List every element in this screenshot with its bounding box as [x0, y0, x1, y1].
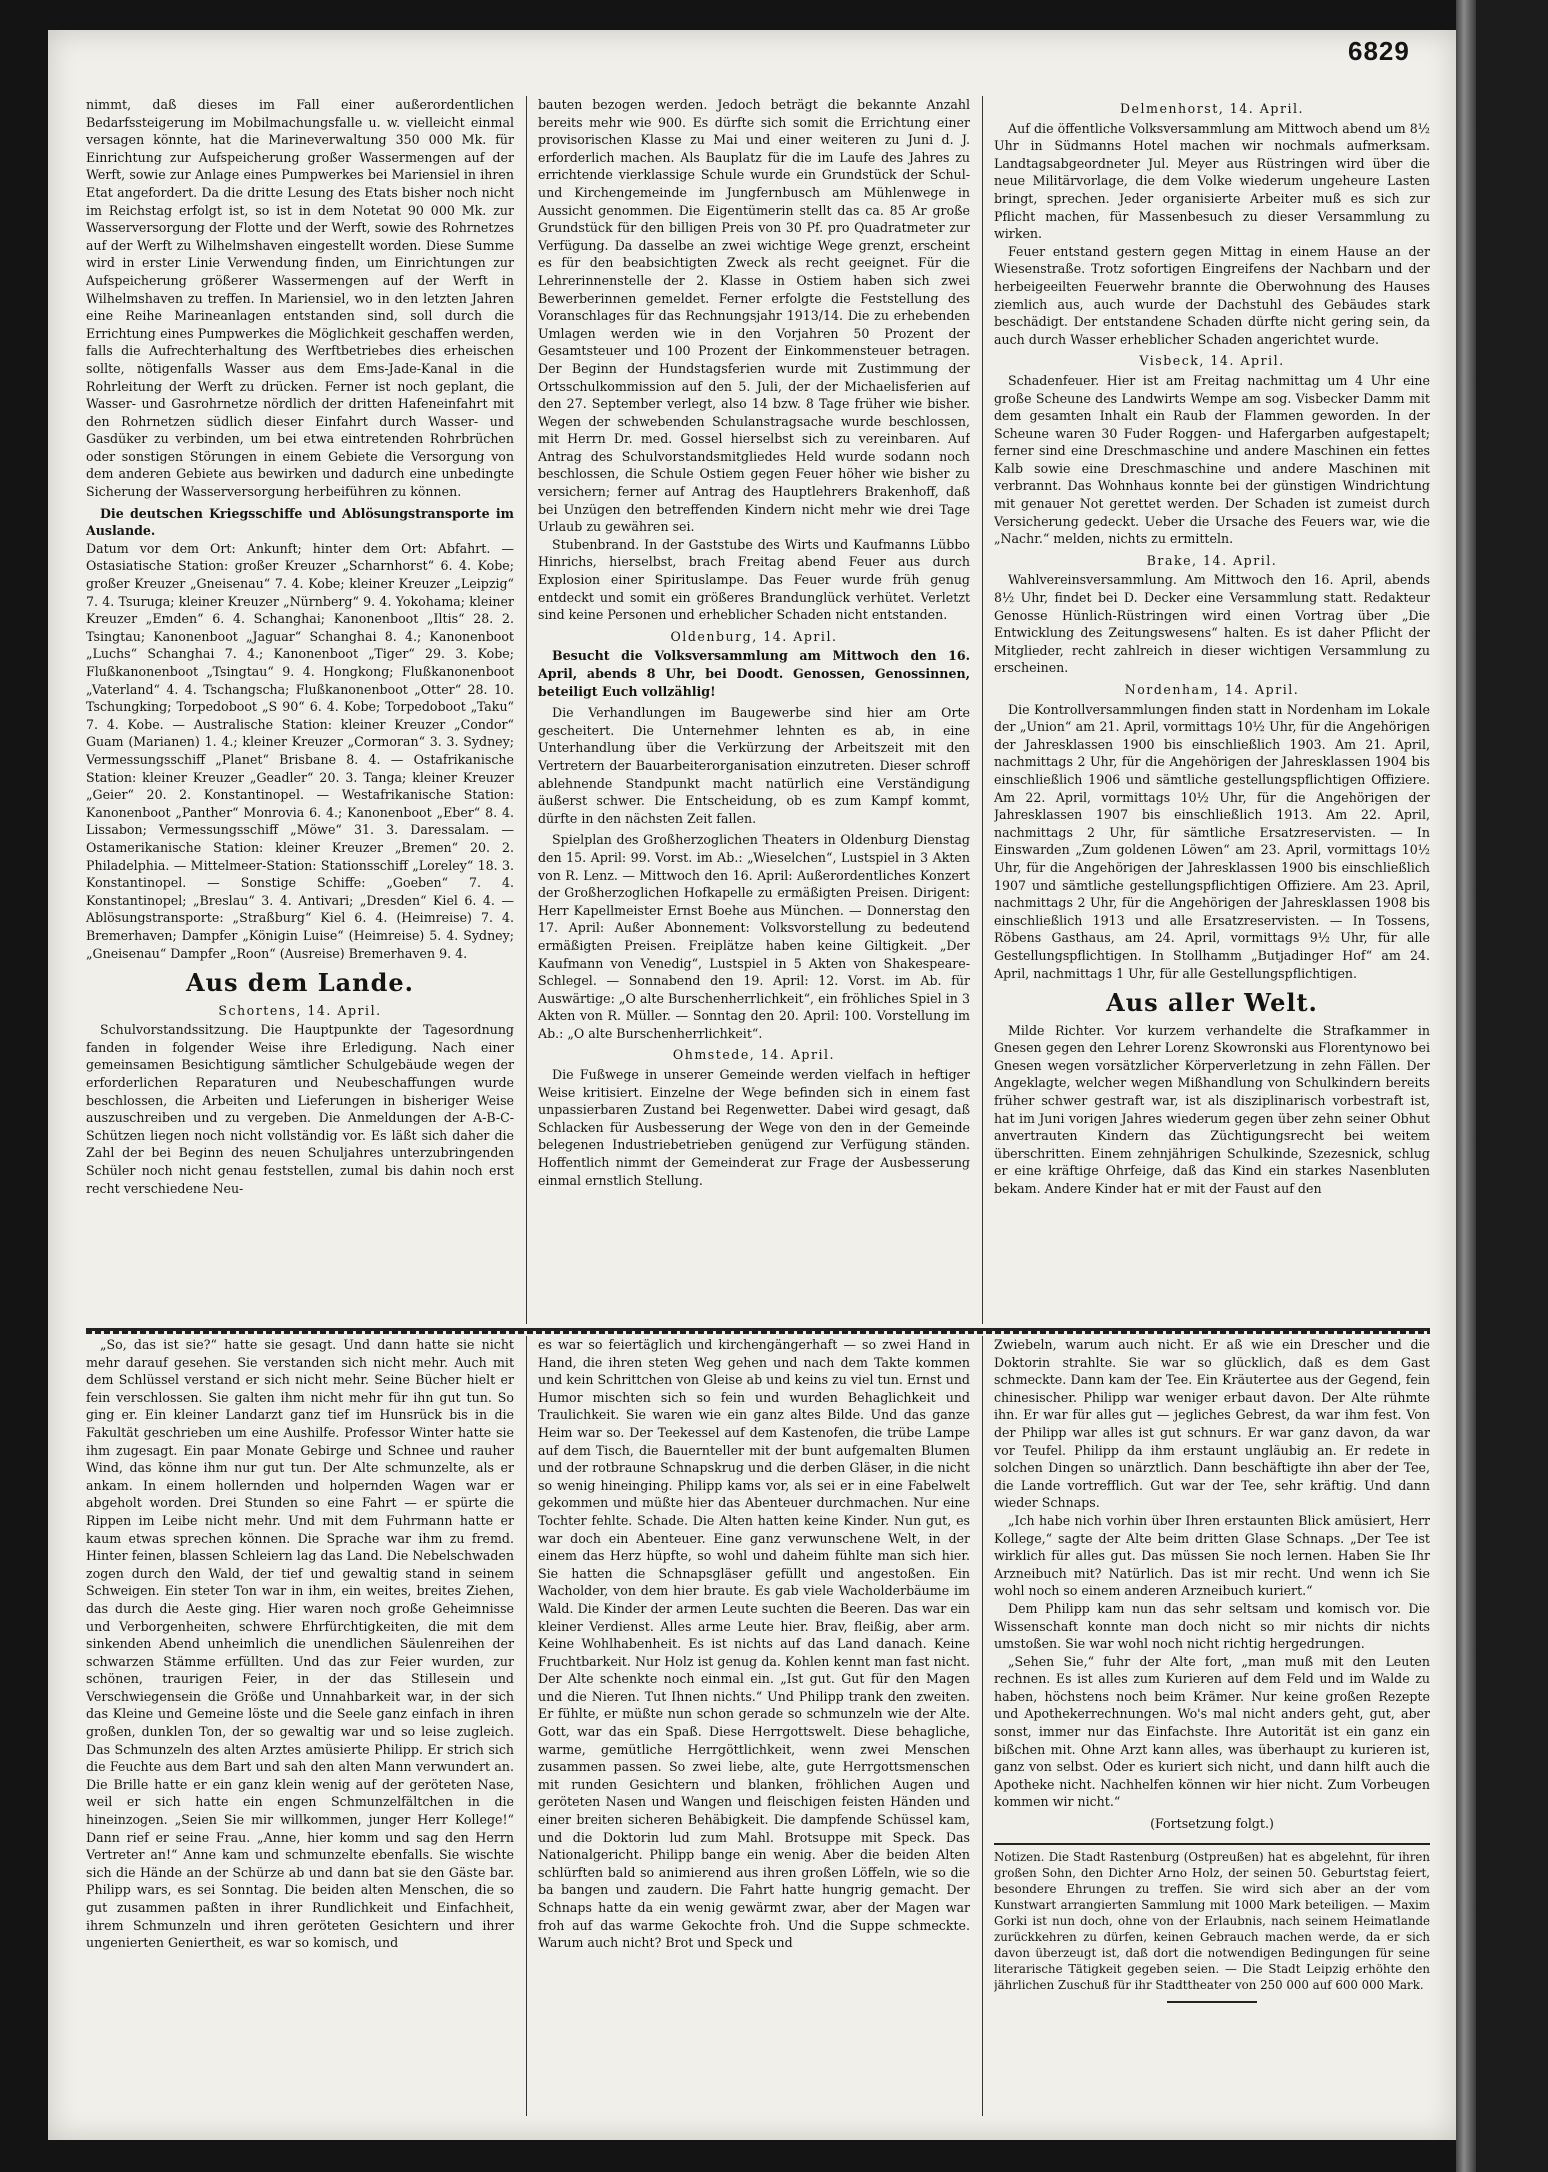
warships-list: Datum vor dem Ort: Ankunft; hinter dem Ort: Abfahrt. — Ostasiatische Station: großer Kreuzer „Scharnhorst“ 6. 4. Kobe; großer Kreuzer „Gneisenau“ 7. 4. Kobe; kleiner Kreuzer „Leipzig“ 7. 4. Tsuruga; kleiner Kreuzer „Nürnberg“ 9. 4. Yokohama; kleiner Kreuzer „Emden“ 6. 4. Schanghai; Kanonenboot „Iltis“ 28. 2. Tsingtau; Kanonenboot „Jaguar“ Schanghai 8. 4.; Kanonenboot „Luchs“ Schanghai 7. 4.; Kanonenboot „Tiger“ 29. 3. Kobe; Flußkanonenboot „Tsingtau“ 9. 4. Hongkong; Flußkanonenboot „Vaterland“ 4. 4. Tschangscha; Flußkanonenboot „Otter“ 28. 10. Tschungking; Torpedoboot „S 90“ 6. 4. Kobe; Torpedoboot „Taku“ 7. 4. Kobe. — Australische Station: kleiner Kreuzer „Condor“ Guam (Marianen) 1. 4.; kleiner Kreuzer „Cormoran“ 3. 3. Sydney; Vermessungsschiff „Planet“ Brisbane 8. 4. — Ostafrikanische Station: kleiner Kreuzer „Geadler“ 20. 3. Tanga; kleiner Kreuzer „Geier“ 20. 2. Konstantinopel. — Westafrikanische Station: Kanonenboot „Panther“ Monrovia 6. 4.; Kanonenboot „Eber“ 8. 4. Lissabon; Vermessungsschiff „Möwe“ 31. 3. Daressalam. — Ostamerikanische Station: kleiner Kreuzer „Bremen“ 20. 2. Philadelphia. — Mittelmeer-Station: Stationsschiff „Loreley“ 18. 3. Konstantinopel. — Sonstige Schiffe: „Goeben“ 7. 4. Konstantinopel; „Breslau“ 3. 4. Antivari; „Dresden“ Kiel 6. 4. — Ablösungstransporte: „Straßburg“ Kiel 6. 4. (Heimreise) 7. 4. Bremerhaven; Dampfer „Königin Luise“ (Heimreise) 5. 4. Sydney; „Gneisenau“ Dampfer „Roon“ (Ausreise) Bremerhaven 9. 4.	[86, 540, 514, 961]
control-assemblies-article: Die Kontrollversammlungen finden statt in Nordenham im Lokale der „Union“ am 21. April, vormittags 10½ Uhr, für die Angehörigen der Jahresklassen 1900 bis einschließlich 1903. Am 21. April, nachmittags 2 Uhr, für die Angehörigen der Jahresklassen 1904 bis einschließlich 1906 und sämtliche gestellungspflichtigen Offiziere. Am 22. April, vormittags 10½ Uhr, für die Angehörigen der Jahresklassen 1907 bis einschließlich 1913. Am 22. April, nachmittags 2 Uhr, für sämtliche Ersatzreservisten. — In Einswarden „Zum goldenen Löwen“ am 23. April, vormittags 10½ Uhr, für die Angehörigen der Jahresklassen 1900 bis einschließlich 1907 und sämtliche gestellungspflichtigen Offiziere. Am 23. April, nachmittags 2 Uhr, für die Angehörigen der Jahresklassen 1908 bis einschließlich 1913 und alle Ersatzreservisten. — In Tossens, Röbens Gasthaus, am 24. April, vormittags 9½ Uhr, für alle Gestellungspflichtigen. In Stollhamm „Butjadinger Hof“ am 24. April, nachmittags 1 Uhr, für alle Gestellungspflichtigen.	[994, 701, 1430, 981]
navy-water-article: nimmt, daß dieses im Fall einer außerordentlichen Bedarfssteigerung im Mobilmachungsfalle u. w. vielleicht einmal versagen könnte, hat die Marineverwaltung 350 000 Mk. für Einrichtung zur Aufspeicherung großer Wassermengen auf der Werft, sowie zur Anlage eines Pumpwerkes bei Mariensiel in ihren Etat angefordert. Da die dritte Lesung des Etats bisher noch nicht im Reichstag erfolgt ist, so ist in dem Notetat 90 000 Mk. zur Wasserversorgung der Flotte und der Werft, sowie des Rohrnetzes auf der Werft zu Wilhelmshaven eingestellt worden. Diese Summe wird in erster Linie Verwendung finden, um Einrichtungen zur Aufspeicherung größerer Wassermengen auf der Werft in Wilhelmshaven zu treffen. In Mariensiel, wo in den letzten Jahren eine Reihe Marineanlagen entstanden sind, soll durch die Errichtung eines Pumpwerkes die Möglichkeit geschaffen werden, falls die Aufrechterhaltung des Werftbetriebes dies erheischen sollte, nötigenfalls Wasser aus dem Ems-Jade-Kanal in die Rohrleitung der Werft zu drücken. Ferner ist noch geplant, die Wasser- und Gasrohrnetze nördlich der dritten Hafeneinfahrt mit den Rohrnetzen südlich dieser Einfahrt durch Wasser- und Gasdüker zu verbinden, um bei etwa eintretenden Rohrbrüchen oder sonstigen Störungen in einem Gebiete die Versorgung von dem anderen Gebiete aus bewirken und dadurch eine unbedingte Sicherung der Wasserversorgung herbeiführen zu können.	[86, 97, 514, 500]
book-spine	[1456, 0, 1476, 2172]
school-board-continued: bauten bezogen werden. Jedoch beträgt die bekannte Anzahl bereits mehr wie 900. Es dürfte sich somit die Errichtung einer provisorischen Klasse zu Mai und einer weiteren zu Juni d. J. erforderlich machen. Als Bauplatz für die im Laufe des Jahres zu errichtende vierklassige Schule wurde ein Grundstück der Schul- und Kirchengemeinde im Jungfernbusch am Mühlenwege in Aussicht genommen. Die Eigentümerin stellt das ca. 85 Ar große Grundstück für den billigen Preis von 30 Pf. pro Quadratmeter zur Verfügung. Da dasselbe an zwei wichtige Wege grenzt, erscheint es für den beabsichtigten Zweck als recht geeignet. Für die Lehrerinnenstelle der 2. Klasse in Ostiem haben sich zwei Bewerberinnen gemeldet. Ferner erfolgte die Feststellung des Voranschlages für das Rechnungsjahr 1913/14. Die zu erhebenden Umlagen werden wie in den Vorjahren 50 Prozent der Gesamtsteuer und 100 Prozent der Einkommensteuer betragen. Der Beginn der Hundstagsferien wurde mit Zustimmung der Ortsschulkommission auf den 5. Juli, der der Michaelisferien auf den 27. September verlegt, also 14 bzw. 8 Tage früher wie bisher. Wegen der schwebenden Schulanstragsache wurde beschlossen, mit Herrn Dr. med. Gossel hierselbst sich zu vereinbaren. Auf Antrag des Schulvorstandsmitgliedes Held wurde sodann noch beschlossen, die Schule Ostiem gegen Feuer höher wie bisher zu versichern; ferner auf Antrag des Hauptlehrers Brakenhoff, daß bei Unzügen den betreffenden Kindern nicht mehr wie drei Tage Urlaub zu gewähren sei.	[538, 97, 970, 535]
story-part-3c: Dem Philipp kam nun das sehr seltsam und komisch vor. Die Wissenschaft konnte man doch nicht so mir nichts dir nichts umstoßen. Sie war wohl noch nicht richtig hergedrungen.	[994, 1600, 1430, 1652]
dateline-nordenham: Nordenham, 14. April.	[1124, 682, 1300, 697]
story-part-3d: „Sehen Sie,“ fuhr der Alte fort, „man muß mit den Leuten rechnen. Es ist alles zum Kurieren auf dem Feld und im Walde zu haben, höchstens noch beim Krämer. Nur keine großen Rezepte und Apothekerrechnungen. Wo's mal nicht anders geht, gut, aber sonst, immer nur das Einfachste. Ihre Autorität ist ein ganz ein bißchen mit. Ohne Arzt kann alles, was überhaupt zu kurieren ist, ganz von selbst. Oder es kuriert sich nicht, und dann hilft auch die Apotheke nicht. Nachhelfen können wir hier nicht. Zum Vorbeugen kommen wir nicht.“	[994, 1653, 1430, 1810]
section-heading-aus-aller-welt: Aus aller Welt.	[1106, 988, 1318, 1018]
column-rule-2	[982, 96, 983, 1324]
feuilleton-column-2	[538, 1336, 970, 2116]
page-number: 6829	[1348, 36, 1410, 66]
column-3	[994, 96, 1430, 1324]
electoral-club-article: Wahlvereinsversammlung. Am Mittwoch den 16. April, abends 8½ Uhr, findet bei D. Decker eine Versammlung statt. Redakteur Genosse Hünlich-Rüstringen wird einen Vortrag über „Die Entwicklung des Zeitungswesens“ halten. Es ist daher Pflicht der Mitglieder, recht zahlreich in dieser wichtigen Versammlung zu erscheinen.	[994, 572, 1430, 676]
assembly-notice: Besucht die Volksversammlung am Mittwoch den 16. April, abends 8 Uhr, bei Doodt. Genossen, Genossinnen, beteiligt Euch vollzählig!	[538, 648, 970, 699]
end-rule	[1167, 2001, 1257, 2003]
fire-article: Feuer entstand gestern gegen Mittag in einem Hause an der Wiesenstraße. Trotz sofortigen Eingreifens der Nachbarn und der herbeigeeilten Feuerwehr brannte die Oberwohnung des Hauses ziemlich aus, auch wurde der Dachstuhl des Gebäudes stark beschädigt. Der entstandene Schaden dürfte nicht gering sein, da auch durch Wasser erheblicher Schaden angerichtet wurde.	[994, 243, 1430, 347]
story-part-2: es war so feiertäglich und kirchengängerhaft — so zwei Hand in Hand, die ihren steten Weg gehen und nach dem Takte kommen und kein Schrittchen von Gleise ab und keins zu viel tun. Ernst und Humor mischten sich so fein und wurden Behaglichkeit und Traulichkeit. Sie waren wie ein ganz altes Bilde. Und das ganze Heim war so. Der Teekessel auf dem Kastenofen, die trübe Lampe auf dem Tisch, die Bauernteller mit der bunt aufgemalten Blumen und der rotbraune Schnapskrug und die derben Gläser, in die nicht so wenig hineinging. Philipp kams vor, als sei er in eine Fabelwelt gekommen und müßte hier das Abenteuer durchmachen. Nur eine Tochter fehlte. Schade. Die Alten hatten keine Kinder. Nun gut, es war doch ein Abenteuer. Eine ganz verwunschene Welt, in der einem das Herz hüpfte, so wohl und daheim fühlte man sich hier. Sie hatten die Schnapsgläser gefüllt und angestoßen. Ein Wacholder, von dem hier braute. Es gab viele Wacholderbäume im Wald. Die Kinder der armen Leute suchten die Beeren. Das war ein kleiner Verdienst. Alles arme Leute hier. Brav, fleißig, aber arm. Keine Wohlhabenheit. Es ist nichts auf das Land danach. Keine Fruchtbarkeit. Nur Holz ist genug da. Kohlen kennt man fast nicht. Der Alte schenkte noch einmal ein. „Ist gut. Gut für den Magen und die Nieren. Tut Ihnen nichts.“ Und Philipp trank den zweiten. Er fühlte, er müßte nun schon gerade so schmunzeln wie der Alte. Gott, war das ein Spaß. Diese Herrgottswelt. Diese behagliche, warme, gemütliche Herrgöttlichkeit, wenn zwei Menschen zusammen passen. So zwei liebe, alte, gute Herrgottsmenschen mit runden Gesichtern und blanken, fröhlichen Augen und geröteten Nasen und Wangen und fleischigen feisten Händen und einer breiten sicheren Behäbigkeit. Die dampfende Schüssel kam, und die Doktorin lud zum Mahl. Brotsuppe mit Speck. Das Nationalgericht. Philipp bange ein wenig. Aber die beiden Alten schlürften bald so animierend aus ihren großen Löffeln, wie so die ba bangen und zaudern. Die Fahrt hatte hungrig gemacht. Der Schnaps hatte da ein wenig gewärmt zwar, aber der Magen war froh auf das warme Gekochte froh. Und die Suppe schmeckte. Warum auch nicht? Brot und Speck und	[538, 1337, 970, 1951]
lenient-judges-article: Milde Richter. Vor kurzem verhandelte die Strafkammer in Gnesen gegen den Lehrer Lorenz Skowronski aus Florentynowo bei Gnesen wegen vorsätzlicher Körperverletzung in zehn Fällen. Der Angeklagte, welcher wegen Mißhandlung von Schulkindern bereits früher schwer gestraft war, ist als disziplinarisch vorbestraft ist, hat im Juni vorigen Jahres wiederum gegen über zehn seiner Obhut anvertrauten Kindern das Züchtigungsrecht bei weitem überschritten. Einem zehnjährigen Schulkinde, Szezesnick, schlug er eine kräftige Ohrfeige, daß das Kind ein starkes Nasenbluten bekam. Andere Kinder hat er mit der Faust auf den	[994, 1022, 1430, 1197]
dateline-ohmstede: Ohmstede, 14. April.	[672, 1047, 836, 1063]
dateline-delmenhorst: Delmenhorst, 14. April.	[1119, 101, 1305, 116]
feuilleton-column-3	[994, 1336, 1430, 2116]
dateline-oldenburg: Oldenburg, 14. April.	[670, 628, 838, 644]
warships-heading: Die deutschen Kriegsschiffe und Ablösungstransporte im Auslande.	[86, 505, 514, 539]
public-assembly-article: Auf die öffentliche Volksversammlung am Mittwoch abend um 8½ Uhr in Südmanns Hotel machen wir nochmals aufmerksam. Landtagsabgeordneter Jul. Meyer aus Rüstringen wird über die neue Militärvorlage, die dem Volke wiederum ungeheure Lasten bringt, sprechen. Jeder organisierte Arbeiter muß es sich zur Pflicht machen, für Massenbesuch zu dieser Versammlung zu wirken.	[994, 120, 1430, 242]
room-fire-article: Stubenbrand. In der Gaststube des Wirts und Kaufmanns Lübbo Hinrichs, hierselbst, brach Freitag abend Feuer aus durch Explosion einer Spirituslampe. Das Feuer wurde früh genug entdeckt und somit ein größeres Brandunglück verhütet. Verletzt sind keine Personen und erheblicher Schaden nicht entstanden.	[538, 536, 970, 623]
school-board-article: Schulvorstandssitzung. Die Hauptpunkte der Tagesordnung fanden in folgender Weise ihre Erledigung. Nach einer gemeinsamen Besichtigung sämtlicher Schulgebäude wegen der erforderlichen Reparaturen und Neubeschaffungen wurde beschlossen, die Arbeiten und Lieferungen in bisheriger Weise auszuschreiben und zu vergeben. Die Anmeldungen der A-B-C-Schützen liegen noch nicht vollständig vor. Es läßt sich daher die Zahl der bei Beginn des neuen Schuljahres unterzubringenden Schüler noch nicht genau feststellen, zumal bis dahin noch erst recht verschiedene Neu-	[86, 1022, 514, 1196]
column-rule-4	[982, 1336, 983, 2116]
notices-article: Notizen. Die Stadt Rastenburg (Ostpreußen) hat es abgelehnt, für ihren großen Sohn, den Dichter Arno Holz, der seinen 50. Geburtstag feiert, besondere Ehrungen zu treffen. Sie wird sich aber an der vom Kunstwart arrangierten Sammlung mit 1000 Mark beteiligen. — Maxim Gorki ist nun doch, ohne von der Erlaubnis, nach seinem Heimatlande zurückkehren zu dürfen, keinen Gebrauch machen werde, da er sich davon überzeugt ist, daß dort die notwendigen Bedingungen für seine literarische Tätigkeit gegeben seien. — Die Stadt Leipzig erhöhte den jährlichen Zuschuß für ihr Stadttheater von 250 000 auf 600 000 Mark.	[994, 1843, 1430, 1993]
dateline-visbeck: Visbeck, 14. April.	[1139, 353, 1285, 369]
section-heading-aus-dem-lande: Aus dem Lande.	[185, 968, 415, 998]
column-rule-1	[526, 96, 527, 1324]
barn-fire-article: Schadenfeuer. Hier ist am Freitag nachmittag um 4 Uhr eine große Scheune des Landwirts Wempe am sog. Visbecker Damm mit dem gesamten Inhalt ein Raub der Flammen geworden. In der Scheune waren 30 Fuder Roggen- und Hafergarben aufgestapelt; ferner sind eine Dreschmaschine und andere Maschinen ein fettes Kalb sowie eine Dreschmaschine und andere Maschinen mit verbrannt. Das Wohnhaus konnte bei der günstigen Windrichtung mit genauer Not gerettet werden. Der Schaden ist zumeist durch Versicherung gedeckt. Ueber die Ursache des Feuers war, wie die „Nachr.“ melden, nichts zu ermitteln.	[994, 372, 1430, 547]
continuation-note: (Fortsetzung folgt.)	[1150, 1816, 1274, 1832]
column-2	[538, 96, 970, 1324]
story-part-3a: Zwiebeln, warum auch nicht. Er aß wie ein Drescher und die Doktorin strahlte. Sie war so glücklich, daß es dem Gast schmeckte. Dann kam der Tee. Ein Kräutertee aus der Gegend, fein chinesischer. Philipp war weniger erbaut davon. Der Alte rühmte ihn. Er war für alles gut — jegliches Gebrest, da war ihm fest. Von der Philipp war alles ist gut schnurs. Er war ganz davon, da war vor Teufel. Philipp da ihm erstaunt ungläubig an. Er redete in solchen Dingen so unärztlich. Dann beschäftigte ihn aber der Tee, die Lande vortrefflich. Gut war der Tee, sehr kräftig. Und dann wieder Schnaps.	[994, 1337, 1430, 1511]
scan-background	[1476, 0, 1548, 2172]
footpaths-article: Die Fußwege in unserer Gemeinde werden vielfach in heftiger Weise kritisiert. Einzelne der Wege befinden sich in einem fast unpassierbaren Zustand bei Regenwetter. Dabei wird gesagt, daß Schlacken für Ausbesserung der Wege von den in der Gemeinde belegenen Industriebetrieben genügend zur Verfügung ständen. Hoffentlich nimmt der Gemeinderat zur Frage der Ausbesserung einmal ernstlich Stellung.	[538, 1067, 970, 1188]
story-part-1: „So, das ist sie?“ hatte sie gesagt. Und dann hatte sie nicht mehr darauf gesehen. Sie verstanden sich nicht mehr. Auch mit dem Schlüssel verstand er sich nicht mehr. Seine Bücher hielt er fein verschlossen. Sie galten ihm nicht mehr für ihn gut tun. So ging er. Ein kleiner Landarzt ganz tief im Hunsrück bis in die Fakultät geschrieben um eine Aushilfe. Professor Winter hatte sie ihm zugesagt. Ein paar Monate Gebirge und Schnee und rauher Wind, das könne ihm nur gut tun. Der Alte schmunzelte, als er ankam. In einem hollernden und holpernden Wagen war er abgeholt worden. Drei Stunden so eine Fahrt — er spürte die Rippen im Leibe nicht mehr. Und mit dem Fuhrmann hatte er kaum etwas sprechen können. Die Sprache war ihm zu fremd. Hinter feinen, blassen Schleiern lag das Land. Die Nebelschwaden zogen durch den Wald, der tief und gewaltig stand in seinem Schweigen. Ein steter Ton war in ihm, ein weites, breites Ziehen, das durch die Aeste ging. Hier waren noch große Geheimnisse und Verborgenheiten, schwere Ehrfürchtigkeiten, die mit dem sinkenden Abend unheimlich die unendlichen Säulenreihen der schwarzen Stämme erfüllten. Und das zur Feier wurden, zur schönen, traurigen Feier, in der das Stillesein und Verschwiegensein die Größe und Unnahbarkeit war, in der sich das Kleine und Gemeine löste und die Seele ganz einfach in ihren großen, dunklen Ton, der so gewaltig war und so leise zugleich. Das Schmunzeln des alten Arztes amüsierte Philipp. Er strich sich die Feuchte aus dem Bart und sah den alten Mann verwundert an. Die Brille hatte er ein ganz klein wenig auf der geröteten Nase, weil er sich hatte ein engen Schmunzelfältchen in die hineinzogen. „Seien Sie mir willkommen, junger Herr Kollege!“ Dann rief er seine Frau. „Anne, hier komm und sag den Herrn Vertreter an!“ Anne kam und schmunzelte ebenfalls. Sie wischte sich die Hände an der Schürze ab und dann bat sie den Gäste bar. Philipp wars, es sei Sonntag. Die beiden alten Menschen, die so gut zusammen paßten in ihrer Rundlichkeit und Einfachheit, ihrem Schmunzeln und ihren geröteten Gesichtern und ihrer ungenierten Geniertheit, es war so komisch, und	[86, 1337, 514, 1951]
dateline-schortens: Schortens, 14. April.	[218, 1002, 382, 1018]
theatre-schedule: Spielplan des Großherzoglichen Theaters in Oldenburg Dienstag den 15. April: 99. Vorst. im Ab.: „Wieselchen“, Lustspiel in 3 Akten von R. Lenz. — Mittwoch den 16. April: Außerordentliches Konzert der Großherzoglichen Hofkapelle zu ermäßigten Preisen. Dirigent: Herr Kapellmeister Ernst Boehe aus München. — Donnerstag den 17. April: Außer Abonnement: Volksvorstellung zu bedeutend ermäßigten Preisen. Freiplätze haben keine Giltigkeit. „Der Kaufmann von Venedig“, Lustspiel in 5 Akten von Shakespeare-Schlegel. — Sonnabend den 19. April: 12. Vorst. im Ab. für Auswärtige: „O alte Burschenherrlichkeit“, ein fröhliches Spiel in 3 Akten von R. Müller. — Sonntag den 20. April: 100. Vorstellung im Ab.: „O alte Burschenherrlichkeit“.	[538, 832, 970, 1041]
feuilleton-dash-rule	[86, 1328, 1430, 1334]
column-rule-3	[526, 1336, 527, 2116]
dateline-brake: Brake, 14. April.	[1146, 552, 1278, 568]
story-part-3b: „Ich habe nich vorhin über Ihren erstaunten Blick amüsiert, Herr Kollege,“ sagte der Alte beim dritten Glase Schnaps. „Der Tee ist wirklich für alles gut. Das müssen Sie noch lernen. Haben Sie Ihr Arzneibuch mit? Natürlich. Das ist mir recht. Und wenn ich Sie wohl noch so einem anderen Arzneibuch kuriert.“	[994, 1512, 1430, 1599]
feuilleton-column-1	[86, 1336, 514, 2116]
column-1	[86, 96, 514, 1324]
construction-negotiations-article: Die Verhandlungen im Baugewerbe sind hier am Orte gescheitert. Die Unternehmer lehnten es ab, in eine Unterhandlung über die Verkürzung der Arbeitszeit mit den Vertretern der Bauarbeiterorganisation einzutreten. Dieser schroff ablehnende Standpunkt macht natürlich eine Verständigung äußerst schwer. Die Entscheidung, ob es zum Kampf kommt, dürfte in den nächsten Zeit fallen.	[538, 705, 970, 826]
newspaper-page	[48, 30, 1456, 2140]
